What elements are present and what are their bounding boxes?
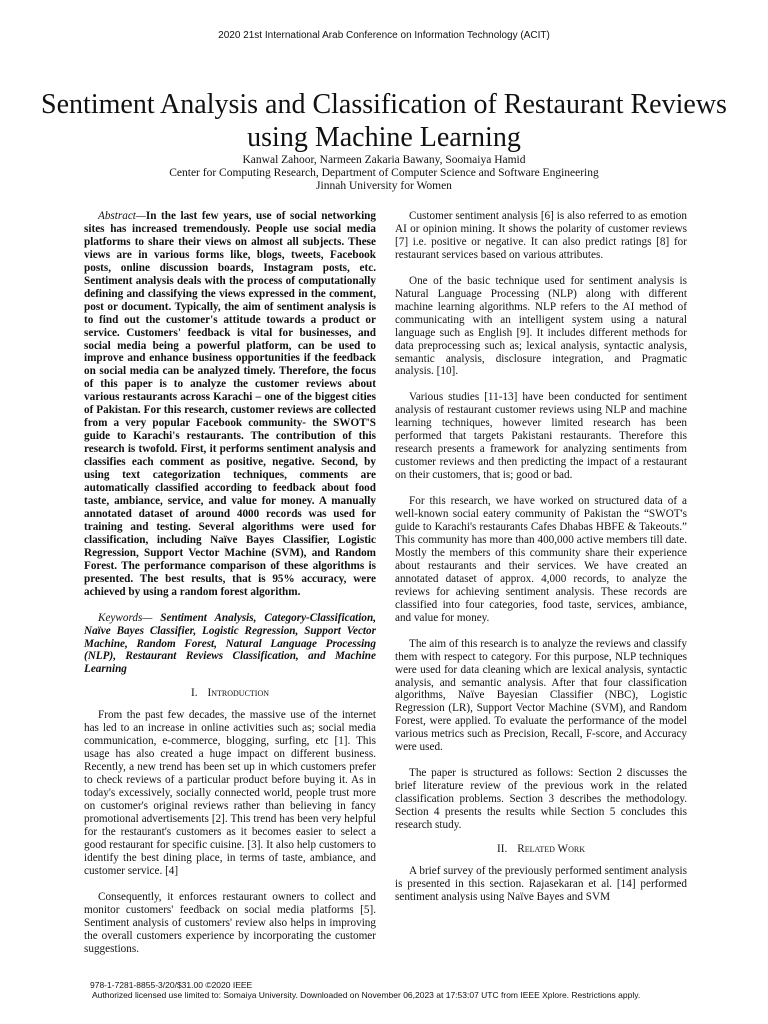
section-heading-related-work	[395, 843, 687, 856]
abstract-text: In the last few years, use of social networking sites has increased tremendously. People use social media platforms to share their views on almost all subjects. These views are in various forms like, blogs, tweets, Facebook posts, online discussion boards, Instagram posts, etc. Sentiment analysis deals with the process of computationally defining and classifying the views expressed in the comment, post or document. Typically, the aim of sentiment analysis is to find out the customer's attitude towards a product or service. Customers' feedback is vital for businesses, and social media being a powerful platform, can be used to improve and enhance business opportunities if the feedback on social media can be analyzed timely. Therefore, the focus of this paper is to analyze the customer reviews about various restaurants across Karachi – one of the biggest cities of Pakistan. For this research, customer reviews are collected from a very popular Facebook community- the SWOT'S guide to Karachi's restaurants. The contribution of this research is twofold. First, it performs sentiment analysis and classifies each comment as positive, negative. Second, by using text categorization techniques, comments are automatically classified according to feedback about food taste, ambiance, service, and value for money. A manually annotated dataset of around 4000 records was used for training and testing. Several algorithms were used for classification, including Naïve Bayes Classifier, Logistic Regression, Support Vector Machine (SVM), and Random Forest. The performance comparison of these algorithms is presented. The best results, that is 95% accuracy, were achieved by using a random forest algorithm.	[84, 210, 376, 598]
author-names: Kanwal Zahoor, Narmeen Zakaria Bawany, Soomaiya Hamid	[242, 154, 526, 166]
footer-isbn: 978-1-7281-8855-3/20/$31.00 ©2020 IEEE	[90, 980, 253, 990]
body-paragraph-4: For this research, we have worked on structured data of a well-known social eatery community of Pakistan the “SWOT's guide to Karachi's restaurants Cafes Dhabas HBFE & Takeouts.” This community has more than 400,000 active members till date. Mostly the members of this community share their experience about restaurants and their services. We have created an annotated dataset of approx. 4,000 records, to analyze the reviews for achieving sentiment analysis. These records are classified into four categories, food taste, services, ambiance, and value for money.	[395, 495, 687, 624]
body-paragraph-1: Customer sentiment analysis [6] is also referred to as emotion AI or opinion mining. It shows the polarity of customer reviews [7] i.e. positive or negative. It can also predict ratings [8] for restaurant services based on various attributes.	[395, 210, 687, 261]
author-block	[0, 154, 768, 193]
related-work-paragraph-1: A brief survey of the previously performed sentiment analysis is presented in this section. Rajasekaran et al. [14] performed sentiment analysis using Naïve Bayes and SVM	[395, 864, 687, 903]
footer-license-notice: Authorized licensed use limited to: Somaiya University. Downloaded on November 06,2023 at 17:53:07 UTC from IEEE Xplore. Restrictions apply.	[92, 990, 641, 1000]
author-affiliation: Center for Computing Research, Department of Computer Science and Software Engineering	[169, 167, 599, 179]
section-heading-introduction	[84, 687, 376, 700]
body-paragraph-3: Various studies [11-13] have been conducted for sentiment analysis of restaurant customer reviews using NLP and machine learning techniques, however limited research has been performed that targets Pakistani restaurants. Therefore this research presents a framework for analyzing sentiments from customer reviews and then predicting the impact of a restaurant on their customers, that is; good or bad.	[395, 391, 687, 482]
body-paragraph-5: The aim of this research is to analyze the reviews and classify them with respect to category. For this purpose, NLP techniques were used for data cleaning which are lexical analysis, syntactic analysis, and semantic analysis. After that four classification algorithms, Naïve Bayesian Classifier (NBC), Logistic Regression (LR), Support Vector Machine (SVM), and Random Forest, were applied. To evaluate the performance of the model various metrics such as Precision, Recall, F-score, and Accuracy were used.	[395, 637, 687, 754]
body-paragraph-6: The paper is structured as follows: Section 2 discusses the brief literature review of the previous work in the related classification problems. Section 3 describes the methodology. Section 4 presents the results while Section 5 concludes this research study.	[395, 767, 687, 832]
conference-header: 2020 21st International Arab Conference on Information Technology (ACIT)	[218, 30, 550, 41]
section-number: I.	[190, 687, 198, 700]
left-column	[84, 210, 376, 955]
section-title: Introduction	[207, 687, 270, 700]
paper-title: Sentiment Analysis and Classification of Restaurant Reviews using Machine Learning	[41, 89, 727, 153]
intro-paragraph-1: From the past few decades, the massive use of the internet has led to an increase in online activities such as; social media communication, e-commerce, blogging, surfing, etc [1]. This usage has also created a huge impact on different business. Recently, a new trend has been set up in which customers prefer to check reviews of a particular product before buying it. As in today's excessively, socially connected world, people trust more on customer's original reviews rather than believing in fancy promotional advertisements [2]. This trend has been very helpful for the restaurant's customers as it becomes easier to select a good restaurant for specific cuisine. [3]. It also help customers to identify the best dining place, in terms of taste, ambiance, and customer service. [4]	[84, 709, 376, 877]
author-institution: Jinnah University for Women	[316, 180, 452, 192]
keywords-text: Sentiment Analysis, Category-Classification, Naïve Bayes Classifier, Logistic Regression, Support Vector Machine, Random Forest, Natural Language Processing (NLP), Restaurant Reviews Classification, and Machine Learning	[84, 611, 376, 676]
body-paragraph-2: One of the basic technique used for sentiment analysis is Natural Language Processing (NLP) along with different machine learning algorithms. NLP refers to the AI method of communicating with an intelligent system using a natural language such as English [9]. It includes different methods for data preprocessing such as; lexical analysis, syntactic analysis, semantic analysis, disclosure integration, and Pragmatic analysis. [10].	[395, 274, 687, 378]
right-column	[395, 210, 687, 904]
section-title: Related Work	[517, 842, 585, 855]
keywords-lead: Keywords—	[98, 611, 153, 624]
abstract-lead: Abstract—	[98, 210, 146, 222]
intro-paragraph-2: Consequently, it enforces restaurant owners to collect and monitor customers' feedback on social media platforms [5]. Sentiment analysis of customers' review also helps in improving the overall customers experience by incorporating the customer suggestions.	[84, 890, 376, 955]
abstract	[84, 210, 376, 599]
keywords	[84, 612, 376, 677]
section-number: II.	[497, 842, 508, 855]
